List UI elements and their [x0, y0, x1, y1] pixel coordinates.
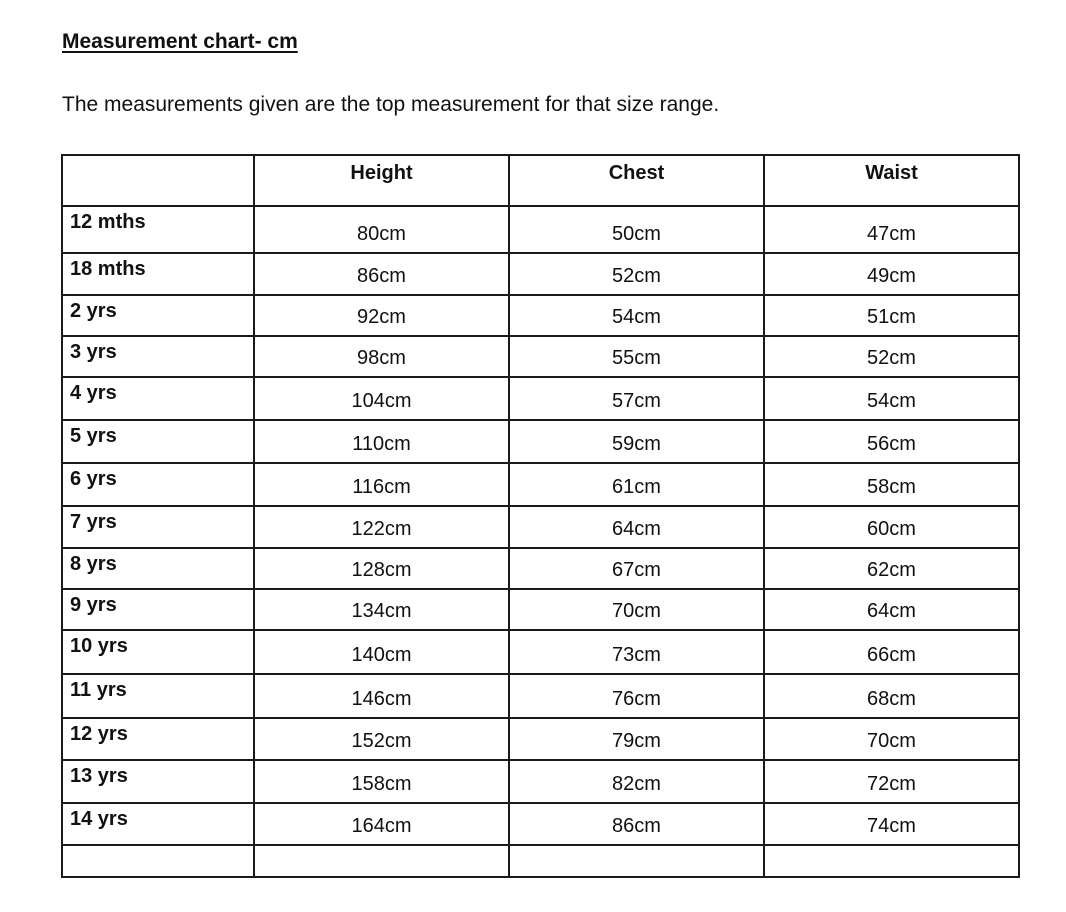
height-cell: 140cm — [254, 630, 509, 674]
size-label-cell: 11 yrs — [62, 674, 254, 718]
empty-cell — [764, 845, 1019, 877]
height-cell: 98cm — [254, 336, 509, 377]
waist-cell: 49cm — [764, 253, 1019, 295]
table-row — [62, 206, 1019, 253]
table-row — [62, 803, 1019, 845]
table-row — [62, 253, 1019, 295]
table-row — [62, 630, 1019, 674]
chest-cell: 70cm — [509, 589, 764, 630]
waist-cell: 62cm — [764, 548, 1019, 589]
chest-cell: 55cm — [509, 336, 764, 377]
size-label-cell: 3 yrs — [62, 336, 254, 377]
waist-cell: 70cm — [764, 718, 1019, 760]
size-label-cell: 4 yrs — [62, 377, 254, 420]
chest-cell: 82cm — [509, 760, 764, 803]
empty-row — [62, 845, 1019, 877]
waist-cell: 66cm — [764, 630, 1019, 674]
height-cell: 80cm — [254, 206, 509, 253]
height-cell: 152cm — [254, 718, 509, 760]
height-cell: 116cm — [254, 463, 509, 506]
size-label-cell: 14 yrs — [62, 803, 254, 845]
chest-cell: 64cm — [509, 506, 764, 548]
empty-cell — [509, 845, 764, 877]
header-waist: Waist — [764, 155, 1019, 206]
waist-cell: 68cm — [764, 674, 1019, 718]
chest-cell: 54cm — [509, 295, 764, 336]
size-label-cell: 13 yrs — [62, 760, 254, 803]
table-row — [62, 506, 1019, 548]
size-label-cell: 12 yrs — [62, 718, 254, 760]
height-cell: 104cm — [254, 377, 509, 420]
table-header-row — [62, 155, 1019, 206]
waist-cell: 74cm — [764, 803, 1019, 845]
height-cell: 122cm — [254, 506, 509, 548]
document-title: Measurement chart- cm — [62, 30, 298, 53]
waist-cell: 60cm — [764, 506, 1019, 548]
header-chest: Chest — [509, 155, 764, 206]
waist-cell: 56cm — [764, 420, 1019, 463]
height-cell: 128cm — [254, 548, 509, 589]
chest-cell: 50cm — [509, 206, 764, 253]
chest-cell: 79cm — [509, 718, 764, 760]
table-row — [62, 589, 1019, 630]
height-cell: 86cm — [254, 253, 509, 295]
table-row — [62, 674, 1019, 718]
size-label-cell: 18 mths — [62, 253, 254, 295]
waist-cell: 72cm — [764, 760, 1019, 803]
chest-cell: 76cm — [509, 674, 764, 718]
table-row — [62, 760, 1019, 803]
table-body — [62, 206, 1019, 877]
table-row — [62, 295, 1019, 336]
table-row — [62, 548, 1019, 589]
empty-cell — [62, 845, 254, 877]
measurement-table — [61, 154, 1020, 878]
chest-cell: 52cm — [509, 253, 764, 295]
waist-cell: 47cm — [764, 206, 1019, 253]
waist-cell: 54cm — [764, 377, 1019, 420]
size-label-cell: 5 yrs — [62, 420, 254, 463]
size-label-cell: 10 yrs — [62, 630, 254, 674]
height-cell: 110cm — [254, 420, 509, 463]
size-label-cell: 9 yrs — [62, 589, 254, 630]
table-row — [62, 336, 1019, 377]
chest-cell: 73cm — [509, 630, 764, 674]
document-note: The measurements given are the top measurement for that size range. — [62, 93, 720, 116]
table-row — [62, 420, 1019, 463]
table-row — [62, 463, 1019, 506]
chest-cell: 57cm — [509, 377, 764, 420]
height-cell: 146cm — [254, 674, 509, 718]
height-cell: 92cm — [254, 295, 509, 336]
waist-cell: 58cm — [764, 463, 1019, 506]
size-label-cell: 12 mths — [62, 206, 254, 253]
header-size-cell — [62, 155, 254, 206]
empty-cell — [254, 845, 509, 877]
waist-cell: 51cm — [764, 295, 1019, 336]
size-label-cell: 8 yrs — [62, 548, 254, 589]
header-height: Height — [254, 155, 509, 206]
height-cell: 164cm — [254, 803, 509, 845]
size-label-cell: 7 yrs — [62, 506, 254, 548]
chest-cell: 67cm — [509, 548, 764, 589]
size-label-cell: 2 yrs — [62, 295, 254, 336]
waist-cell: 52cm — [764, 336, 1019, 377]
waist-cell: 64cm — [764, 589, 1019, 630]
size-label-cell: 6 yrs — [62, 463, 254, 506]
chest-cell: 61cm — [509, 463, 764, 506]
chest-cell: 86cm — [509, 803, 764, 845]
chest-cell: 59cm — [509, 420, 764, 463]
height-cell: 158cm — [254, 760, 509, 803]
table-row — [62, 718, 1019, 760]
table-row — [62, 377, 1019, 420]
height-cell: 134cm — [254, 589, 509, 630]
